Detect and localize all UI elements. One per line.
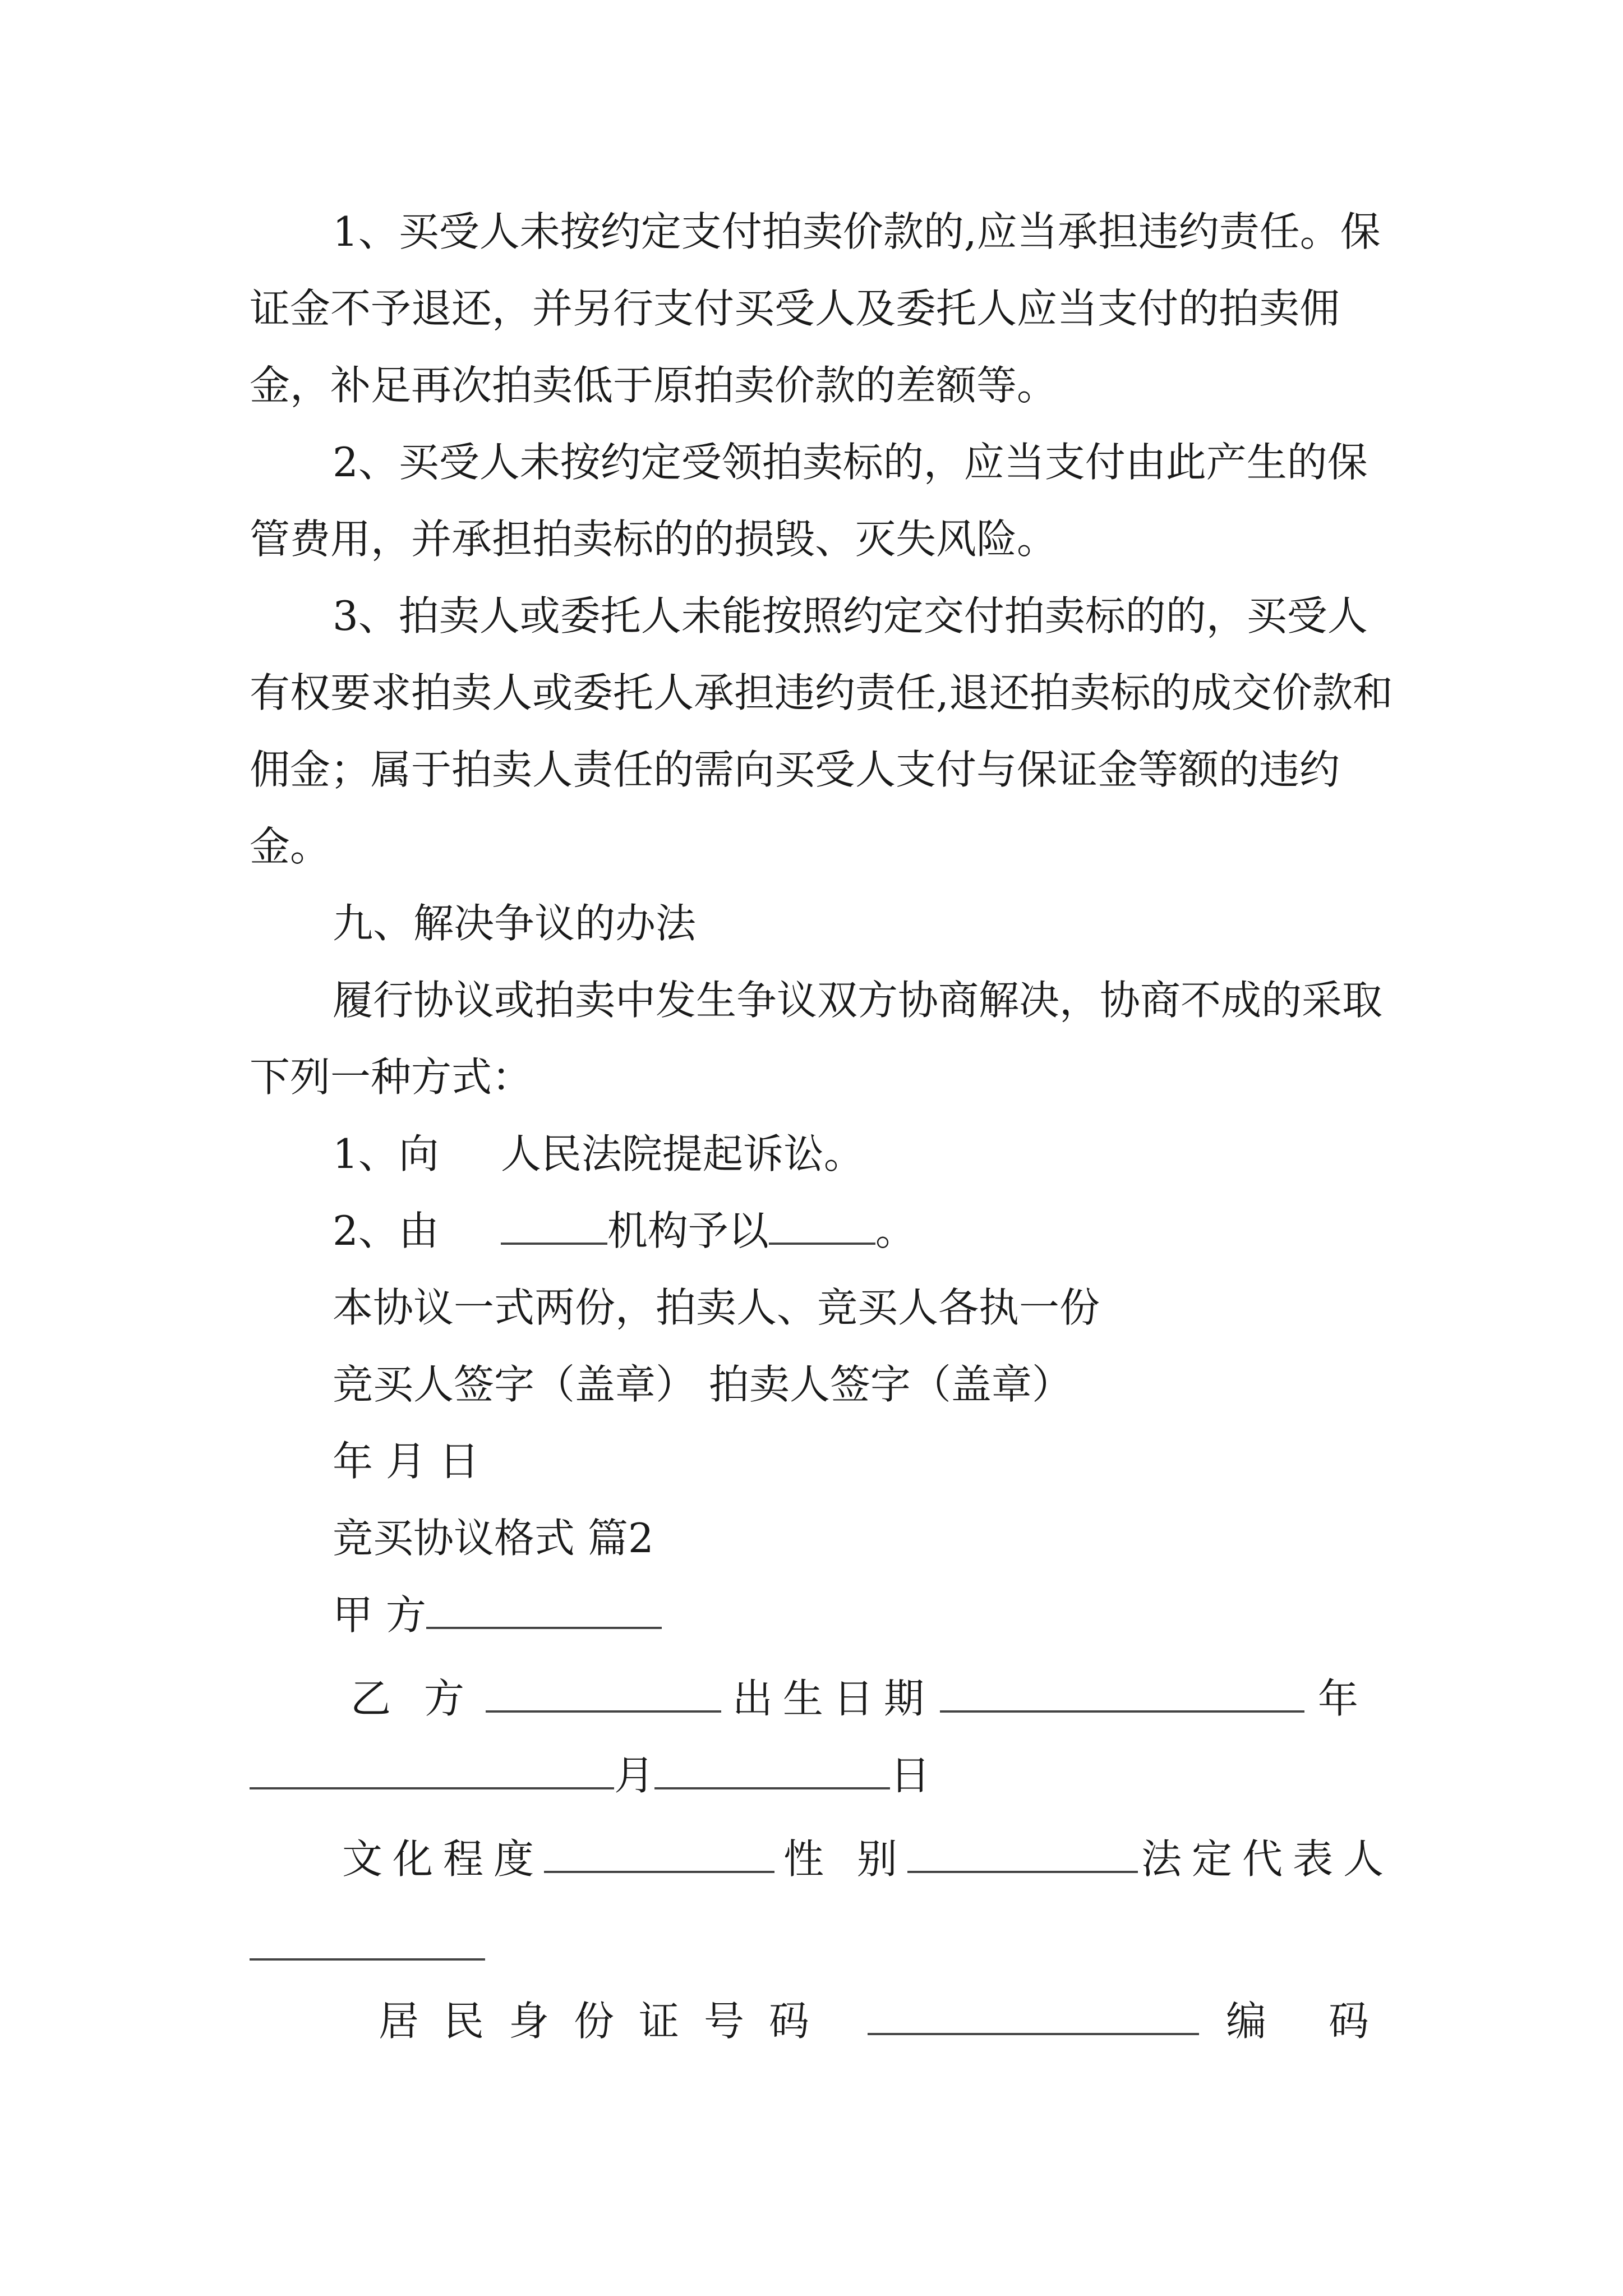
dispute-option-1 xyxy=(250,1116,1394,1193)
party-b-label: 乙 方 xyxy=(351,1675,474,1722)
clause-8-item-2: 2、买受人未按约定受领拍卖标的，应当支付由此产生的保管费用，并承担拍卖标的的损毁、灭失风险。 xyxy=(250,439,1368,563)
birth-month-day-row xyxy=(250,1737,1394,1814)
education-row xyxy=(250,1814,1394,1898)
birth-month-blank xyxy=(250,1754,614,1789)
code-label: 编 码 xyxy=(1226,1998,1394,2045)
dispute-option-2 xyxy=(250,1193,1394,1269)
education-blank xyxy=(544,1837,774,1873)
gender-label: 性 别 xyxy=(783,1835,907,1883)
option-2-end: 。 xyxy=(875,1207,916,1254)
id-row xyxy=(250,1961,1394,2060)
birth-label: 出生日期 xyxy=(732,1675,934,1722)
clause-8-item-3: 3、拍卖人或委托人未能按照约定交付拍卖标的的，买受人有权要求拍卖人或委托人承担违约责任,退还拍卖标的成交价款和佣金；属于拍卖人责任的需向买受人支付与保证金等额的违约金。 xyxy=(250,592,1393,870)
birth-day-blank xyxy=(654,1754,890,1789)
section-9-heading: 九、解决争议的办法 xyxy=(333,900,697,947)
option-2-method-blank xyxy=(769,1209,875,1245)
legal-rep-row xyxy=(250,1898,1394,1961)
party-a-blank xyxy=(426,1593,662,1629)
gender-blank xyxy=(907,1837,1138,1873)
option-2-mid: 机构予以 xyxy=(607,1207,769,1254)
id-label: 居民身份证号码 xyxy=(379,1998,834,2045)
education-label: 文化程度 xyxy=(342,1835,545,1883)
month-label: 月 xyxy=(614,1752,655,1799)
date-line: 年 月 日 xyxy=(333,1438,479,1485)
party-b-row xyxy=(250,1654,1394,1737)
section-9-intro: 履行协议或拍卖中发生争议双方协商解决，协商不成的采取下列一种方式： xyxy=(250,977,1383,1101)
day-label: 日 xyxy=(890,1752,931,1799)
id-blank xyxy=(868,1999,1199,2035)
party-a-label: 甲 方 xyxy=(333,1591,426,1639)
option-2-prefix: 2、由 xyxy=(333,1207,439,1254)
legal-rep-label: 法定代表人 xyxy=(1141,1835,1394,1883)
year-label: 年 xyxy=(1317,1675,1358,1722)
option-1-prefix: 1、向 xyxy=(333,1130,439,1177)
legal-rep-blank xyxy=(250,1925,485,1961)
part-2-title: 竞买协议格式 篇2 xyxy=(333,1515,654,1562)
party-b-blank xyxy=(486,1677,721,1713)
party-a-row xyxy=(250,1577,1394,1654)
copies-note: 本协议一式两份，拍卖人、竞买人各执一份 xyxy=(333,1284,1100,1331)
option-2-institution-blank xyxy=(501,1209,607,1245)
signature-line: 竞买人签字（盖章） 拍卖人签字（盖章） xyxy=(333,1361,1072,1408)
clause-8-item-1: 1、买受人未按约定支付拍卖价款的,应当承担违约责任。保证金不予退还，并另行支付买受人及委托人应当支付的拍卖佣金，补足再次拍卖低于原拍卖价款的差额等。 xyxy=(250,208,1381,409)
option-1-suffix: 人民法院提起诉讼。 xyxy=(500,1130,864,1177)
birth-year-blank xyxy=(940,1677,1304,1713)
document-body xyxy=(250,194,1394,2060)
